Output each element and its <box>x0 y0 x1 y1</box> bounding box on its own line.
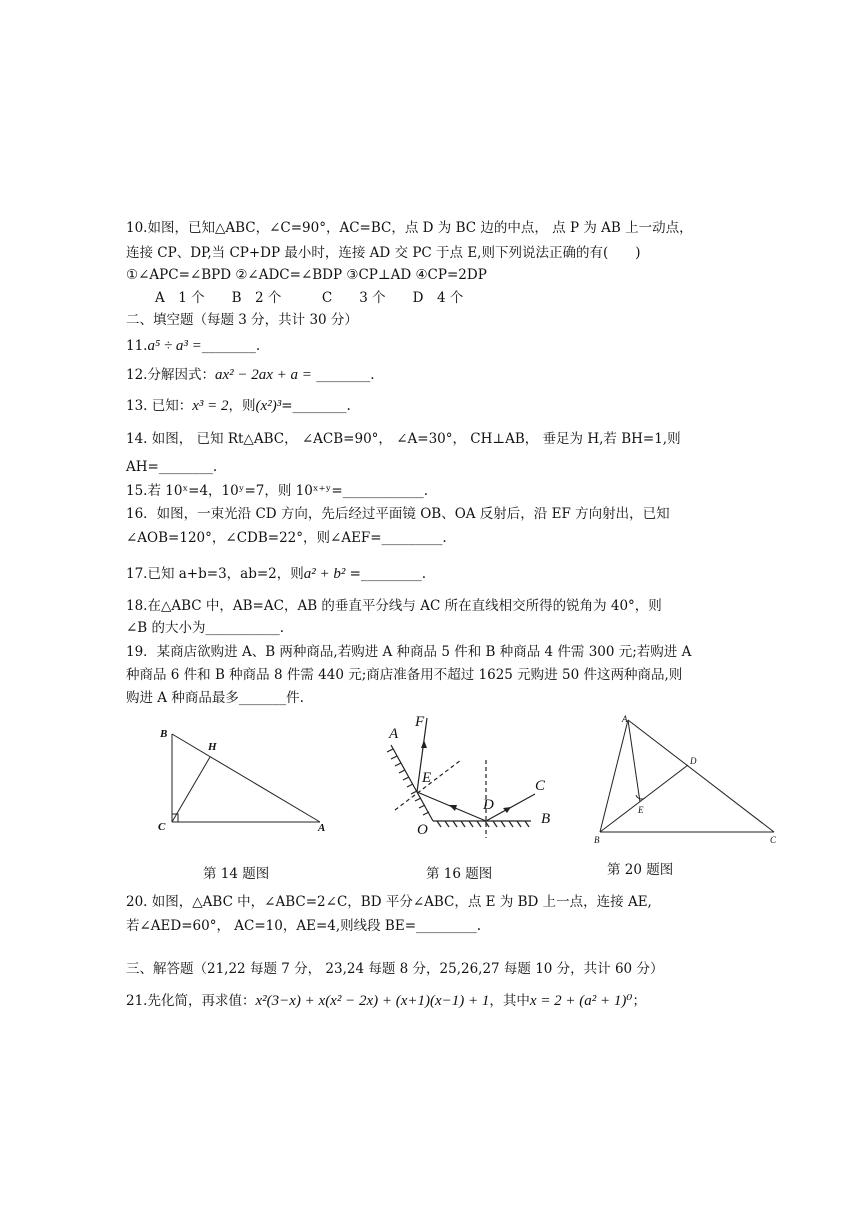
fig16-label-C: C <box>535 778 546 794</box>
figure-14 <box>152 722 342 842</box>
fig20-label-A: A <box>622 714 628 724</box>
q10-options: A 1 个 B 2 个 C 3 个 D 4 个 <box>155 290 464 306</box>
q18-line1: 18.在△ABC 中，AB=AC，AB 的垂直平分线与 AC 所在直线相交所得的锐角为 40°，则 <box>126 598 662 614</box>
fig14-label-C: C <box>158 821 166 833</box>
section-3-heading: 三、解答题（21,22 每题 7 分， 23,24 每题 8 分，25,26,27 每题 10 分，共计 60 分） <box>126 961 664 977</box>
q17-blank: =_________. <box>345 566 427 582</box>
fig14-label-B: B <box>160 728 168 740</box>
q12 <box>126 365 375 385</box>
q10-line2: 连接 CP、DP,当 CP+DP 最小时，连接 AD 交 PC 于点 E,则下列说法正确的有( ) <box>126 245 641 261</box>
fig20-label-C: C <box>770 835 777 845</box>
fig16-label-E: E <box>422 770 432 786</box>
q13-given: x³ = 2 <box>192 398 229 414</box>
q16-line2: ∠AOB=120°，∠CDB=22°，则∠AEF=_________. <box>126 530 447 546</box>
q15: 15.若 10ˣ=4，10ʸ=7，则 10ˣ⁺ʸ=____________. <box>126 483 428 499</box>
q18-line2: ∠B 的大小为___________. <box>126 620 285 636</box>
q21-end: ； <box>632 993 646 1009</box>
figure-14-caption: 第 14 题图 <box>203 866 270 882</box>
q20-line2: 若∠AED=60°， AC=10，AE=4,则线段 BE=_________. <box>126 918 482 934</box>
q12-prefix: 12.分解因式： <box>126 367 215 383</box>
q14-line1: 14. 如图， 已知 Rt△ABC， ∠ACB=90°， ∠A=30°， CH⊥AB， 垂足为 H,若 BH=1,则 <box>126 431 681 447</box>
q10-statements: ①∠APC=∠BPD ②∠ADC=∠BDP ③CP⊥AD ④CP=2DP <box>126 267 487 283</box>
fig20-label-E: E <box>638 805 644 815</box>
q17-prefix: 17.已知 a+b=3，ab=2，则 <box>126 566 304 582</box>
q11 <box>126 336 260 356</box>
figure-20-caption: 第 20 题图 <box>607 862 674 878</box>
q12-blank: ________. <box>311 367 375 383</box>
q19-line3: 购进 A 种商品最多_______件. <box>126 690 304 706</box>
q17-expression: a² + b² <box>303 566 346 582</box>
q11-expression: a⁵ ÷ a³ = <box>147 338 202 354</box>
q17 <box>126 564 426 584</box>
q21-mid: ，其中 <box>489 993 530 1009</box>
fig16-label-B: B <box>541 811 551 827</box>
q13-expression: (x²)³ <box>255 398 282 414</box>
fig20-label-B: B <box>594 835 600 845</box>
fig14-label-A: A <box>318 822 326 834</box>
q21 <box>126 991 646 1011</box>
section-2-heading: 二、填空题（每题 3 分，共计 30 分） <box>126 312 358 328</box>
q11-blank: ________. <box>201 338 261 354</box>
q21-condition: x = 2 + (a² + 1)⁰ <box>529 993 633 1009</box>
q10-line1: 10.如图，已知△ABC，∠C=90°，AC=BC，点 D 为 BC 边的中点， 点 P 为 AB 上一动点， <box>126 220 693 236</box>
q19-line1: 19．某商店欲购进 A、B 两种商品,若购进 A 种商品 5 件和 B 种商品 4 件需 300 元;若购进 A <box>126 644 692 660</box>
q16-line1: 16．如图，一束光沿 CD 方向，先后经过平面镜 OB、OA 反射后，沿 EF 方向射出，已知 <box>126 506 670 522</box>
fig16-label-D: D <box>483 797 494 813</box>
q13-blank: =________. <box>281 398 351 414</box>
fig16-label-A: A <box>389 726 399 742</box>
q13 <box>126 396 351 416</box>
fig16-label-O: O <box>417 822 428 838</box>
figure-20 <box>592 712 786 846</box>
q13-mid: ，则 <box>228 398 256 414</box>
figure-16 <box>375 710 570 842</box>
q11-prefix: 11. <box>126 338 148 354</box>
fig14-label-H: H <box>208 741 217 753</box>
q21-prefix: 21.先化简，再求值： <box>126 993 256 1009</box>
q19-line2: 种商品 6 件和 B 种商品 8 件需 440 元;商店准备用不超过 1625 元购进 50 件这两种商品,则 <box>126 667 683 683</box>
q12-expression: ax² − 2ax + a = <box>214 367 312 383</box>
fig16-label-F: F <box>415 714 425 730</box>
q21-expression: x²(3−x) + x(x² − 2x) + (x+1)(x−1) + 1 <box>255 993 490 1009</box>
q13-prefix: 13. 已知： <box>126 398 193 414</box>
q20-line1: 20. 如图，△ABC 中，∠ABC=2∠C，BD 平分∠ABC，点 E 为 BD 上一点，连接 AE, <box>126 894 652 910</box>
q14-line2: AH=________. <box>126 459 218 475</box>
fig20-label-D: D <box>690 756 697 766</box>
figure-16-caption: 第 16 题图 <box>426 866 493 882</box>
